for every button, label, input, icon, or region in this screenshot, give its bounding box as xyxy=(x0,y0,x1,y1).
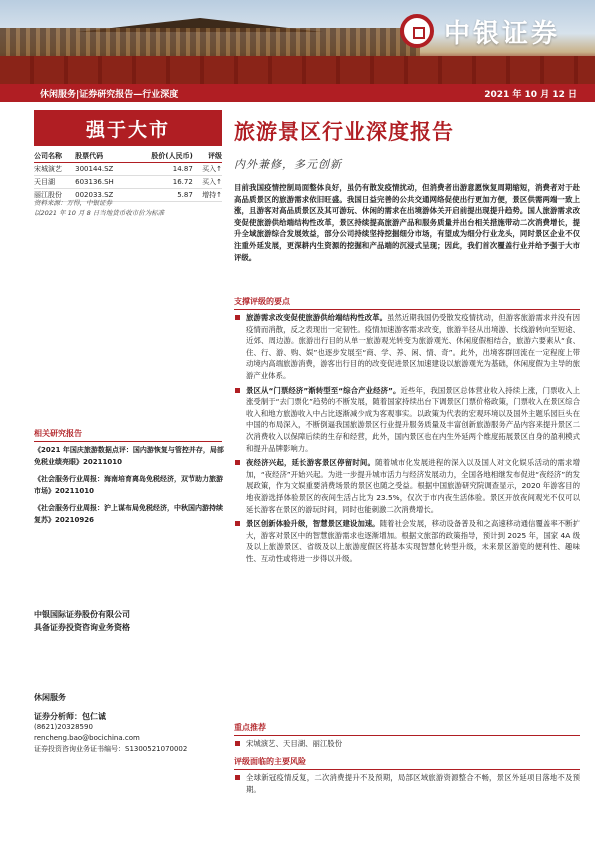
list-item: 全球新冠疫情反复，二次消费提升不及预期，局部区域旅游资源整合不畅，景区外延项目落地不及预期。 xyxy=(234,772,580,795)
stock-code: 002033.SZ xyxy=(75,189,132,202)
list-item: 《社会服务行业周报：沪上谋布局免税经济，中秋国内游持续复苏》20210926 xyxy=(34,504,223,524)
list-item: 宋城演艺、天目湖、丽江股份 xyxy=(234,738,580,750)
stock-rating: 增持↑ xyxy=(193,189,222,202)
picks-list xyxy=(234,738,580,753)
risk-heading: 评级面临的主要风险 xyxy=(234,756,580,770)
point-lead: 景区从“门票经济”渐转型至“综合产业经济”。 xyxy=(246,385,401,395)
source-note: 资料来源：万得，中银证券 以2021 年 10 月 8 日当地货币收市价为标准 xyxy=(34,199,165,217)
brand-name: 中银证券 xyxy=(444,18,561,49)
industry-rating: 强于大市 xyxy=(34,110,222,146)
list-item xyxy=(234,312,580,382)
point-body: 随着社会发展，移动设备普及和之高速移动通信覆盖率不断扩大，游客对景区中的智慧旅游需求也逐渐增加。根据文旅部的政策指导，预计到 2025 年，国家 4A 级及以上旅游景区、省级及以上旅游度假区将基本实现智慧化转型升级，未来景区游览的便利性、趣味性、互动性或将进一步得以升级。 xyxy=(246,519,580,563)
stock-price: 14.87 xyxy=(132,163,193,176)
sector-label: 休闲服务 xyxy=(34,693,66,702)
analyst-cert: 证券投资咨询业务证书编号：S1300521070002 xyxy=(34,745,188,753)
related-reports-heading: 相关研究报告 xyxy=(34,428,222,442)
report-subtitle: 内外兼修，多元创新 xyxy=(234,158,342,171)
table-row xyxy=(34,176,222,189)
table-header: 股票代码 xyxy=(75,150,132,163)
table-header: 评级 xyxy=(193,150,222,163)
point-body: 近些年，我国景区总体营业收入持续上涨，门票收入上涨受制于“去门票化”趋势的不断发展，随着国家持续出台下调景区门票价格政策，门票收入在景区综合收入和地方旅游收入中占比逐渐减少成为客观事实。以政策为代表的宏观环境以及国外主题乐园巨头在中国的布局深入，不断倒逼我国旅游景区行业提升服务质量及丰富创新旅游服务产品内容来提升景区二次消费收入以保障后续的生存和经营，此外，国内景区也在内生外延两个维度拓展景区自身的盈利模式和提升品牌影响力。 xyxy=(246,385,580,453)
analyst-info xyxy=(34,692,234,755)
palace-eaves-illustration xyxy=(0,28,420,58)
brand-logo xyxy=(400,8,590,54)
point-lead: 景区创新体验升级，智慧景区建设加速。 xyxy=(246,519,380,529)
point-body: 随着城市化发展进程的深入以及国人对文化娱乐活动的需求增加，“夜经济”开始兴起。为进一步提升城市活力与经济发展动力，全国各地相继发布促进“夜经济”的发展政策，作为文娱重要消费场景的景区也随之受益。根据中国旅游研究院调查显示，2020 年游客目的地夜游选择体验景区的夜间生活占比为 23.5%，仅次于市内夜生活体验。景区开放夜间观光不仅可以延长游客在景区的游玩时间，同时也能刺激二次消费增长。 xyxy=(246,458,580,514)
table-header-row xyxy=(34,150,222,163)
stock-price: 16.72 xyxy=(132,176,193,189)
picks-heading: 重点推荐 xyxy=(234,722,580,736)
list-item: 《社会服务行业周报：海南培育离岛免税经济，双节助力旅游市场》20211010 xyxy=(34,475,223,495)
header-banner xyxy=(0,0,595,84)
stock-rating: 买入↑ xyxy=(193,163,222,176)
palace-wall-illustration xyxy=(0,56,595,84)
stock-code: 300144.SZ xyxy=(75,163,132,176)
list-item xyxy=(234,385,580,455)
stock-table xyxy=(34,150,222,202)
analyst-name: 证券分析师：包仁诚 xyxy=(34,712,106,721)
report-category: 休闲服务|证券研究报告—行业深度 xyxy=(40,89,179,100)
point-lead: 旅游需求改变促使旅游供给端结构性改革。 xyxy=(246,313,388,322)
company-name: 天目湖 xyxy=(34,176,75,189)
company-info xyxy=(34,608,224,634)
list-item xyxy=(234,518,580,564)
stock-code: 603136.SH xyxy=(75,176,132,189)
intro-paragraph: 目前我国疫情控制局面整体良好，虽仍有散发疫情扰动，但消费者出游意愿恢复周期缩短，消费者对于赴高品质景区的旅游需求依旧旺盛。我国日益完善的公共交通网络促使出行更加方便，景区供需两端一致上涨，且游客对高品质景区及其可游玩、休闲的需求在出境游体关开启前提出现提升趋势。国人旅游需求改变促使旅游供给端结构性改革，景区持续提高旅游产品和服务质量并出台相关措施带动二次消费增长，提升全域旅游综合发展效益，部分公司持续坚持挖掘细分市场，有望成为细分行业龙头，同时景区企业不仅注重外延发展，更深耕内生资源的挖掘和产品端的沉浸式呈现；因此，我们首次覆盖行业并给予强于大市评级。 xyxy=(234,183,580,262)
stock-price: 5.87 xyxy=(132,189,193,202)
report-title: 旅游景区行业深度报告 xyxy=(234,119,454,144)
analyst-email: rencheng.bao@bocichina.com xyxy=(34,734,140,742)
risk-list xyxy=(234,772,580,798)
list-item xyxy=(234,457,580,515)
points-heading: 支撑评级的要点 xyxy=(234,296,580,310)
stock-rating: 买入↑ xyxy=(193,176,222,189)
company-name: 丽江股份 xyxy=(34,189,75,202)
list-item: 《2021 年国庆旅游数据点评：国内游恢复与管控并存，局部免税业绩亮眼》20211010 xyxy=(34,446,224,466)
company-name-line: 中银国际证券股份有限公司 xyxy=(34,610,130,619)
analyst-phone: (8621)20328590 xyxy=(34,723,93,731)
table-header: 公司名称 xyxy=(34,150,75,163)
category-bar xyxy=(0,84,595,102)
company-name: 宋城演艺 xyxy=(34,163,75,176)
point-lead: 夜经济兴起，延长游客景区停留时间。 xyxy=(246,458,376,468)
company-qualification: 具备证券投资咨询业务资格 xyxy=(34,623,130,632)
report-date: 2021 年 10 月 12 日 xyxy=(484,89,577,100)
points-list xyxy=(234,312,580,567)
related-reports-list xyxy=(34,444,224,531)
table-header: 股价(人民币) xyxy=(132,150,193,163)
point-body: 虽然近期我国仍受散发疫情扰动，但游客旅游需求并没有因疫情而消散，反之表现出一定韧性。疫情加速游客需求改变，旅游半径从出境游、长线游转向至短途、近郊、周边游。旅游出行目的从单一旅游观光转变为旅游观光、休闲度假相结合，旅游六要素从“食、住、行、游、购、娱”也逐步发展至“商、学、养、闲、情、奇”。此外，出境客群回流在一定程度上带动境内高端旅游消费，游客出行目的的改变促进景区加速建设以旅游观光为基础，休闲度假为主导的旅游产业体系。 xyxy=(246,313,580,380)
boc-logo-icon xyxy=(400,14,434,48)
table-row xyxy=(34,163,222,176)
